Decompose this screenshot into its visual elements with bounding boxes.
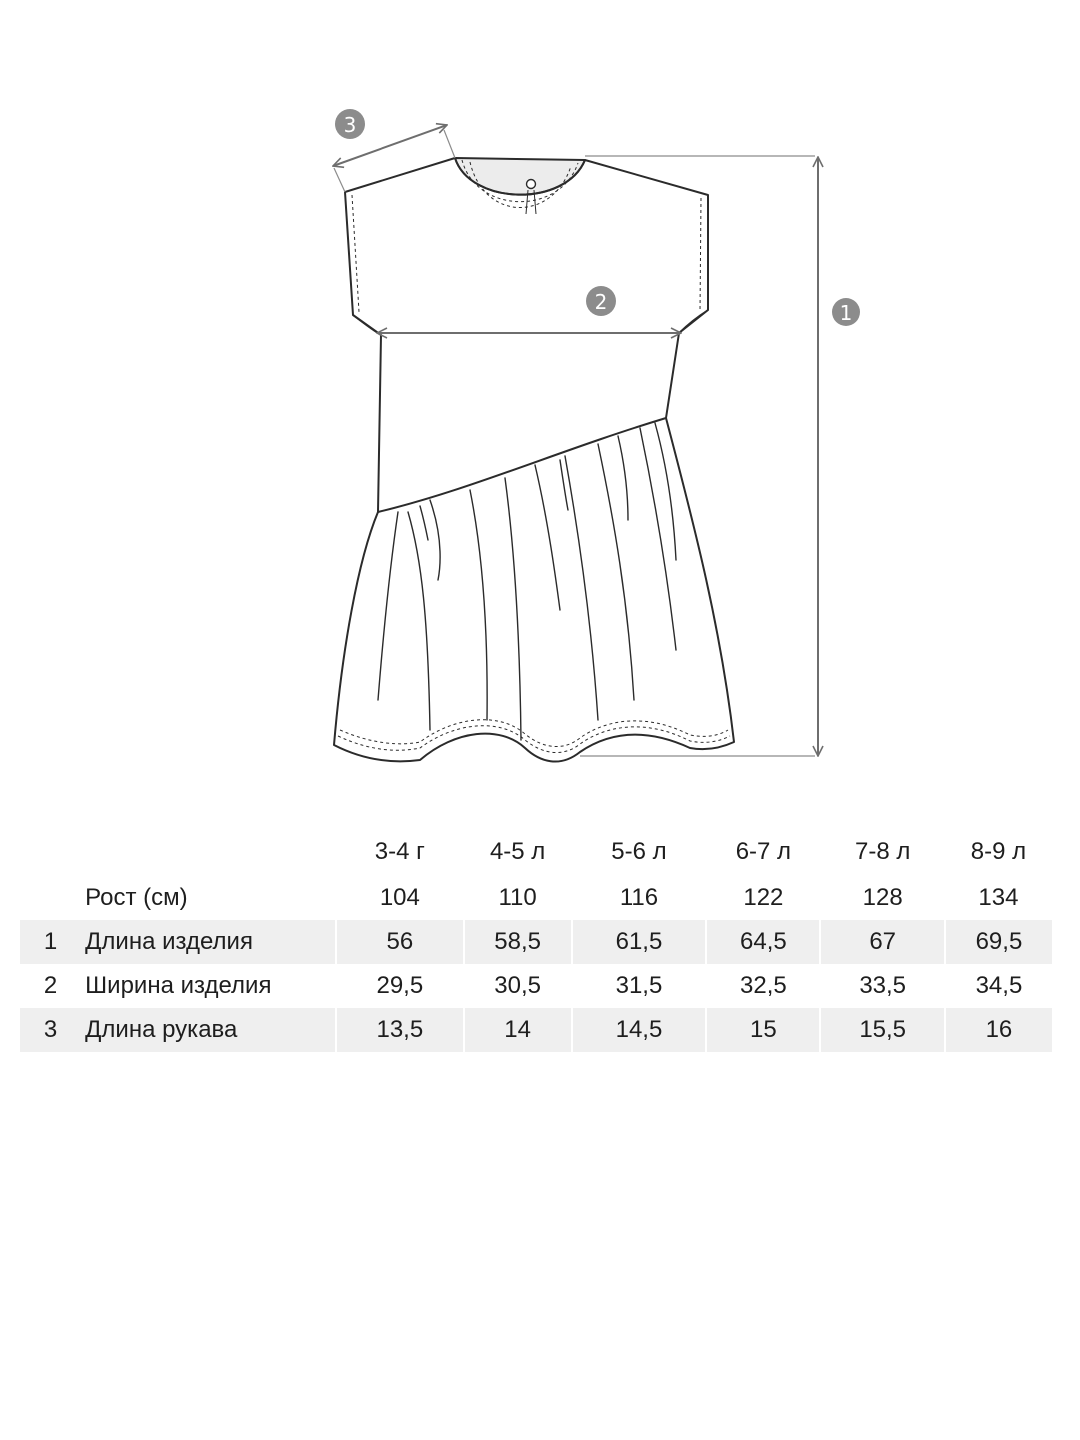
table-cell: 64,5	[706, 920, 820, 964]
table-row-length	[20, 920, 1052, 964]
row-label: Длина рукава	[81, 1008, 336, 1052]
table-cell: 58,5	[464, 920, 572, 964]
marker-width-label: 2	[594, 290, 608, 314]
size-header: 8-9 л	[970, 838, 1027, 865]
header-label-cell	[81, 828, 336, 876]
row-number	[20, 876, 81, 920]
table-cell: 122	[743, 884, 784, 911]
table-cell: 67	[820, 920, 944, 964]
marker-width	[586, 286, 616, 316]
table-cell: 32,5	[706, 964, 820, 1008]
table-cell: 34,5	[945, 964, 1052, 1008]
table-row-width	[20, 964, 1052, 1008]
button-icon	[526, 180, 536, 215]
skirt-gathers	[378, 423, 676, 740]
size-header-row	[20, 828, 1052, 876]
table-cell: 116	[619, 884, 659, 911]
size-header: 4-5 л	[489, 838, 546, 865]
table-cell: 13,5	[336, 1008, 463, 1052]
table-cell: 15,5	[820, 1008, 944, 1052]
table-row-height	[20, 876, 1052, 920]
size-table	[20, 828, 1052, 1052]
table-cell: 33,5	[820, 964, 944, 1008]
marker-length-label: 1	[839, 301, 853, 325]
size-header: 6-7 л	[735, 838, 792, 865]
table-cell: 61,5	[572, 920, 707, 964]
row-label: Ширина изделия	[85, 972, 272, 999]
marker-length	[832, 298, 860, 326]
table-cell: 56	[336, 920, 463, 964]
row-number: 2	[43, 972, 58, 999]
row-number: 3	[20, 1008, 81, 1052]
dress-outline	[334, 158, 734, 762]
size-header: 5-6 л	[611, 838, 667, 865]
row-label: Длина изделия	[81, 920, 336, 964]
header-num-cell	[20, 828, 81, 876]
table-cell: 14,5	[572, 1008, 707, 1052]
table-cell: 16	[945, 1008, 1052, 1052]
table-cell: 29,5	[336, 964, 463, 1008]
dress-stitching	[338, 160, 730, 753]
table-cell: 30,5	[464, 964, 572, 1008]
dress-silhouette	[334, 158, 734, 762]
dress-waist-seam	[378, 418, 666, 512]
table-cell: 31,5	[572, 964, 707, 1008]
table-cell: 14	[464, 1008, 572, 1052]
table-cell: 128	[862, 884, 903, 911]
table-cell: 69,5	[945, 920, 1052, 964]
size-header: 7-8 л	[854, 838, 911, 865]
table-cell: 15	[706, 1008, 820, 1052]
size-header: 3-4 г	[374, 838, 425, 865]
row-number: 1	[20, 920, 81, 964]
table-cell: 134	[978, 884, 1019, 911]
marker-sleeve	[335, 109, 365, 139]
dress-left-armhole	[353, 315, 381, 335]
table-cell: 110	[498, 884, 537, 911]
table-cell: 104	[379, 884, 420, 911]
marker-sleeve-label: 3	[343, 113, 357, 137]
row-label: Рост (см)	[85, 884, 188, 911]
table-row-sleeve	[20, 1008, 1052, 1052]
length-measure	[580, 156, 818, 756]
